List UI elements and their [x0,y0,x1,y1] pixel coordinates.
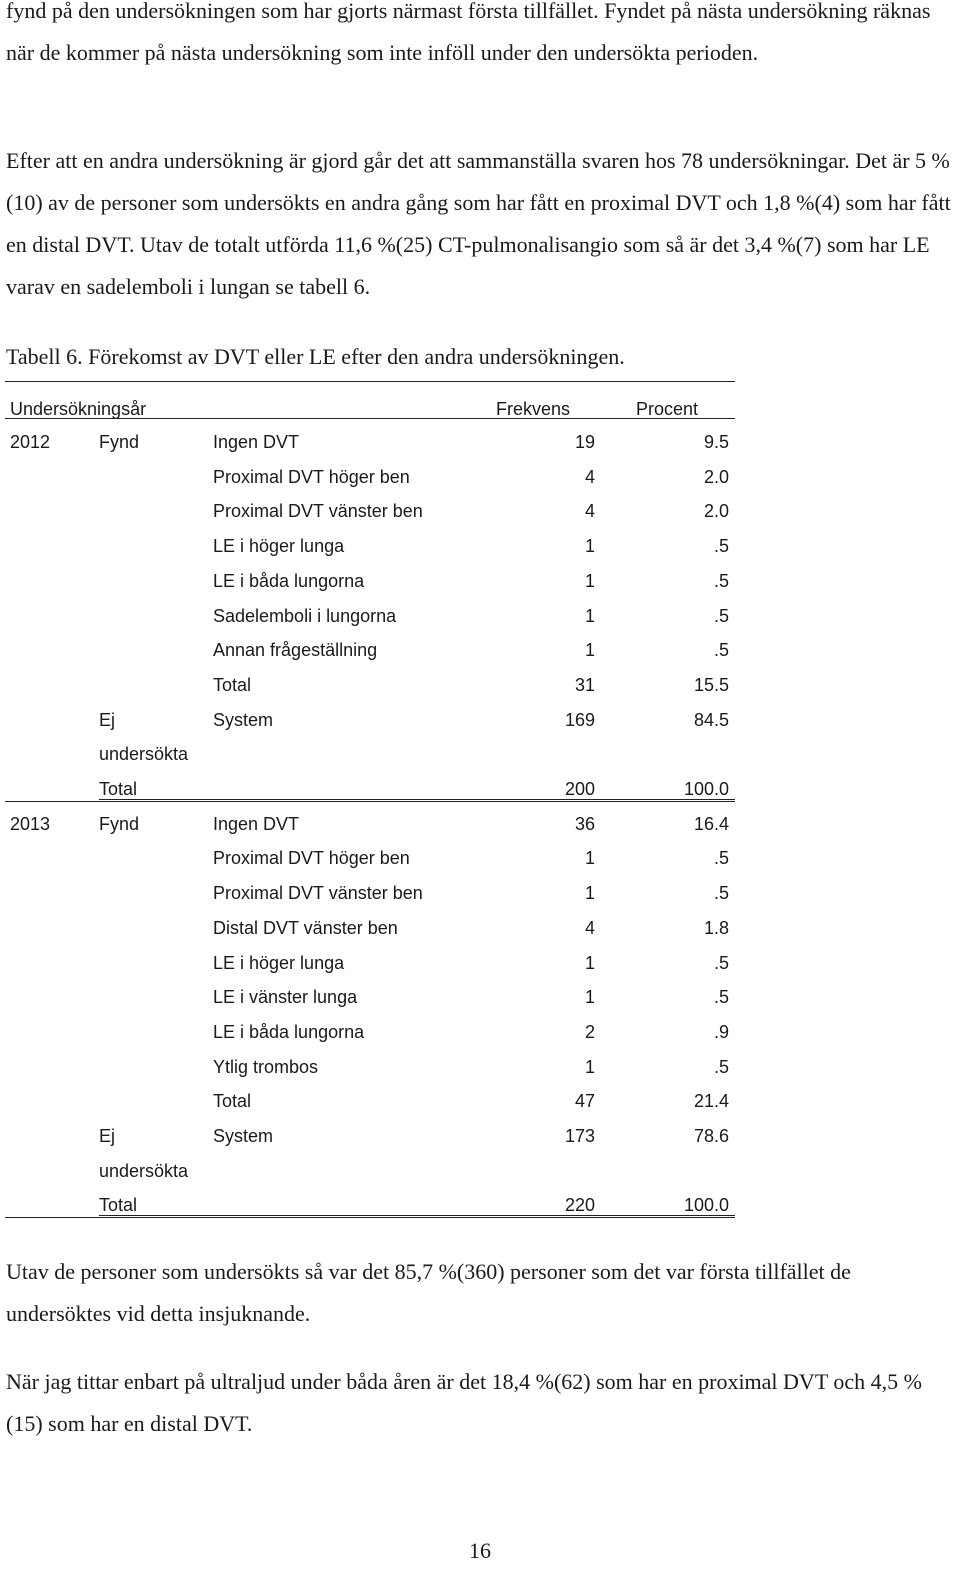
cell-item: Proximal DVT vänster ben [213,501,423,522]
cell-frequency: 31 [574,674,595,695]
cell-frequency: 36 [574,813,595,834]
cell-frequency: 4 [584,501,595,522]
cell-percent: 1.8 [703,917,729,938]
header-frequency: Frekvens [496,399,571,419]
section-rule [5,801,735,802]
cell-group: Total [99,779,138,799]
cell-frequency: 200 [564,779,595,799]
cell-item: System [213,709,274,730]
page-number: 16 [469,1538,491,1563]
table-caption: Tabell 6. Förekomst av DVT eller LE efter den andra undersökningen. [6,344,625,369]
cell-frequency: 1 [584,640,595,661]
cell-percent: 2.0 [703,466,729,487]
paragraph-first-time: Utav de personer som undersökts så var det 85,7 %(360) personer som det var första tillfället de undersöktes vid detta insjuknande. [6,1259,851,1326]
cell-percent: 2.0 [703,501,729,522]
cell-item: Proximal DVT vänster ben [213,883,423,904]
cell-percent: 84.5 [693,709,729,730]
cell-frequency: 1 [584,848,595,869]
cell-item: LE i vänster lunga [213,987,358,1008]
paragraph-ultrasound: När jag tittar enbart på ultraljud under båda åren är det 18,4 %(62) som har en proximal DVT och 4,5 %(15) som har en distal DVT. [6,1369,922,1436]
cell-item: Total [213,1091,252,1112]
cell-item: Proximal DVT höger ben [213,848,410,869]
table-top-rule [5,381,735,382]
paragraph-intro: fynd på den undersökningen som har gjorts närmast första tillfället. Fyndet på nästa undersökning räknas när de kommer på nästa undersökning som inte inföll under den undersökta perioden. [6,0,931,65]
total-rule [99,799,735,800]
cell-year: 2012 [10,432,51,452]
cell-frequency: 2 [584,1021,595,1042]
cell-group: undersökta [99,744,189,765]
cell-percent: .5 [713,848,729,869]
cell-frequency: 47 [574,1091,595,1112]
cell-frequency: 1 [584,536,595,557]
cell-frequency: 19 [574,432,595,452]
section-rule [5,1217,735,1218]
cell-frequency: 220 [564,1195,595,1216]
cell-item: Ingen DVT [213,813,300,834]
cell-item: LE i höger lunga [213,536,345,557]
cell-frequency: 1 [584,1056,595,1077]
cell-item: Annan frågeställning [213,640,378,661]
cell-percent: 16.4 [693,813,729,834]
paragraph-second-exam: Efter att en andra undersökning är gjord går det att sammanställa svaren hos 78 undersökningar. Det är 5 %(10) av de personer som undersökts en andra gång som har fått en proximal DVT och 1,8 %(4) som har fått en distal DVT. Utav de totalt utförda 11,6 %(25) CT-pulmonalisangio som så är det 3,4 %(7) som har LE varav en sadelemboli i lungan se tabell 6. [6,148,951,299]
cell-group: Total [99,1195,138,1216]
cell-item: System [213,1126,274,1146]
cell-item: Proximal DVT höger ben [213,466,410,487]
cell-item: Total [213,674,252,695]
cell-frequency: 4 [584,917,595,938]
cell-frequency: 4 [584,466,595,487]
cell-group: undersökta [99,1160,189,1181]
cell-group: Ej [99,709,116,730]
cell-group: Fynd [99,813,140,834]
cell-frequency: 1 [584,987,595,1008]
header-year: Undersökningsår [10,399,147,419]
cell-item: Ingen DVT [213,432,300,452]
cell-frequency: 1 [584,883,595,904]
cell-percent: .5 [713,570,729,591]
cell-percent: .5 [713,605,729,626]
cell-percent: 15.5 [693,674,729,695]
cell-item: Distal DVT vänster ben [213,917,398,938]
cell-percent: .5 [713,883,729,904]
cell-frequency: 173 [564,1126,595,1146]
cell-percent: 100.0 [683,779,729,799]
cell-frequency: 169 [564,709,595,730]
cell-item: LE i höger lunga [213,952,345,973]
cell-percent: 78.6 [693,1126,729,1146]
cell-percent: 9.5 [703,432,729,452]
cell-percent: .5 [713,987,729,1008]
cell-group: Ej [99,1126,116,1146]
cell-percent: .5 [713,1056,729,1077]
cell-item: Ytlig trombos [213,1056,319,1077]
cell-frequency: 1 [584,952,595,973]
cell-percent: .5 [713,640,729,661]
header-percent: Procent [636,399,699,419]
cell-item: LE i båda lungorna [213,1021,365,1042]
cell-percent: .5 [713,536,729,557]
cell-frequency: 1 [584,605,595,626]
cell-percent: 100.0 [683,1195,729,1216]
cell-percent: .9 [713,1021,729,1042]
header-rule [5,418,735,419]
cell-percent: .5 [713,952,729,973]
cell-item: Sadelemboli i lungorna [213,605,397,626]
cell-group: Fynd [99,432,140,452]
cell-year: 2013 [10,813,51,834]
cell-item: LE i båda lungorna [213,570,365,591]
cell-percent: 21.4 [693,1091,729,1112]
cell-frequency: 1 [584,570,595,591]
total-rule [99,1215,735,1216]
